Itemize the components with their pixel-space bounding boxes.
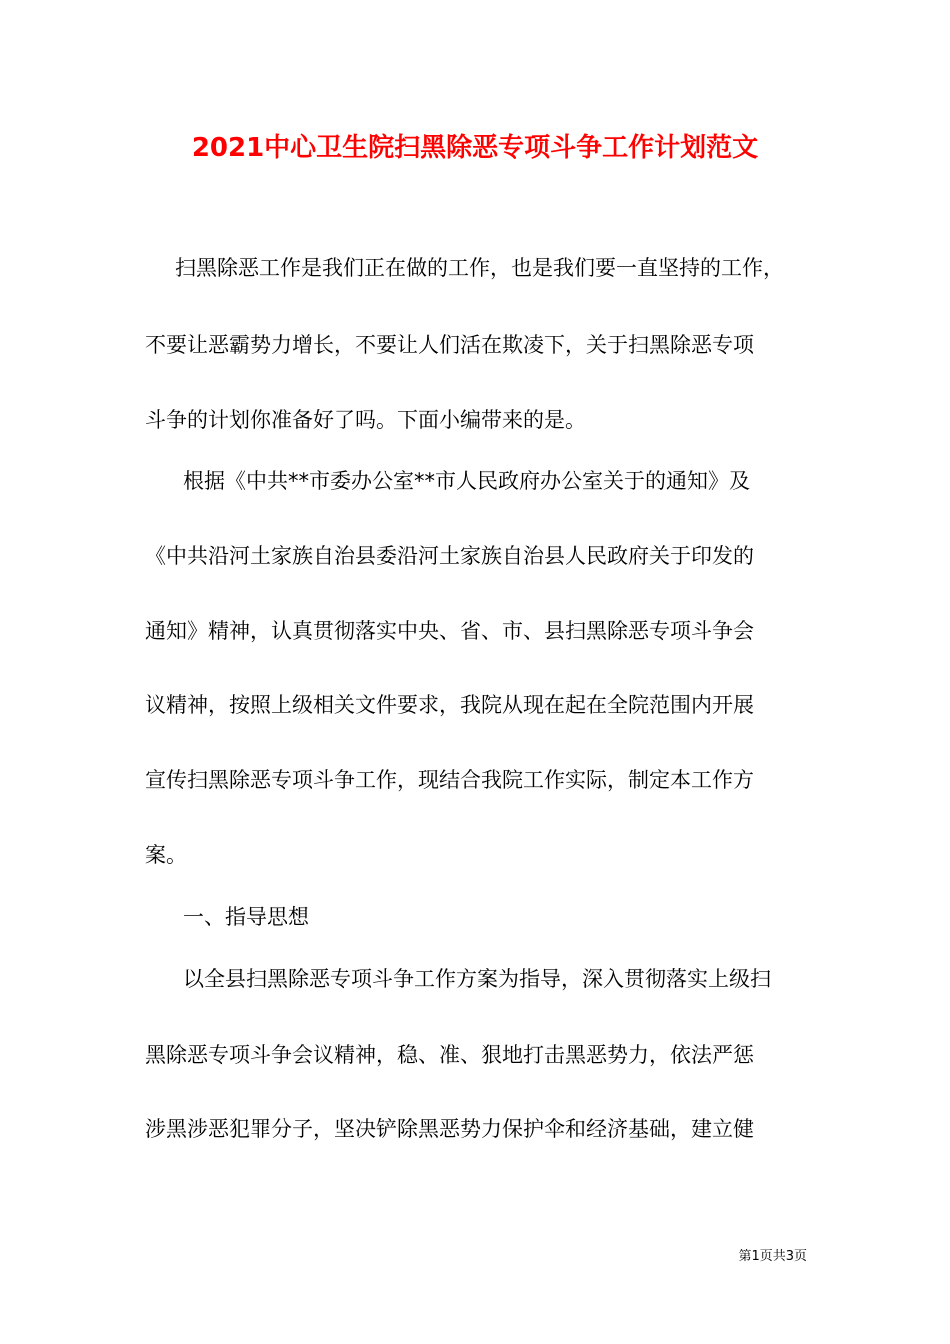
- paragraph-line: 不要让恶霸势力增长，不要让人们活在欺凌下，关于扫黑除恶专项: [145, 333, 754, 357]
- paragraph-line: 扫黑除恶工作是我们正在做的工作，也是我们要一直坚持的工作，: [175, 256, 784, 280]
- paragraph-line: 斗争的计划你准备好了吗。下面小编带来的是。: [145, 408, 586, 432]
- section-heading-text: 一、指导思想: [183, 905, 309, 929]
- page-number: 第1页共3页: [738, 1249, 807, 1264]
- paragraph-line: 案。: [145, 843, 187, 867]
- paragraph-line: 以全县扫黑除恶专项斗争工作方案为指导，深入贯彻落实上级扫: [183, 967, 771, 991]
- paragraph-line: 议精神，按照上级相关文件要求，我院从现在起在全院范围内开展: [145, 693, 754, 717]
- paragraph-line: 《中共沿河土家族自治县委沿河土家族自治县人民政府关于印发的: [145, 544, 754, 568]
- paragraph-line: 通知》精神，认真贯彻落实中央、省、市、县扫黑除恶专项斗争会: [145, 619, 754, 643]
- paragraph-line: 根据《中共**市委办公室**市人民政府办公室关于的通知》及: [183, 469, 750, 493]
- paragraph-line: 涉黑涉恶犯罪分子，坚决铲除黑恶势力保护伞和经济基础，建立健: [145, 1117, 754, 1141]
- paragraph-line: 黑除恶专项斗争会议精神，稳、准、狠地打击黑恶势力，依法严惩: [145, 1043, 754, 1067]
- document-title: 2021中心卫生院扫黑除恶专项斗争工作计划范文: [191, 133, 759, 163]
- paragraph-line: 宣传扫黑除恶专项斗争工作，现结合我院工作实际，制定本工作方: [145, 768, 754, 792]
